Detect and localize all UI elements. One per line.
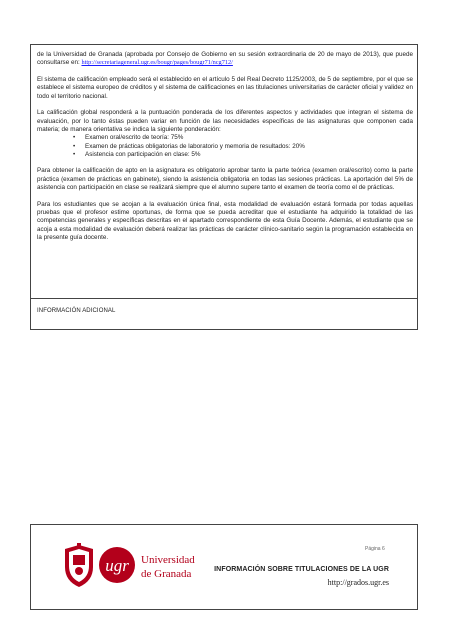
paragraph-ponderacion: La calificación global responderá a la puntuación ponderada de los diferentes aspectos y actividades que integran el sistema de evaluación, por lo tanto éstas pueden variar en función de las necesidades específicas de las asignaturas que componen cada materia; de manera orientativa se indica la siguiente ponderación: [37,109,413,134]
paragraph-evaluacion-unica: Para los estudiantes que se acojan a la evaluación única final, esta modalidad de evaluación estará formada por todas aquellas pruebas que el profesor estime oportunas, de forma que se pueda acreditar que el estudiante ha adquirido la totalidad de las competencias generales y específicas descritas en el apartado correspondiente de esta Guía Docente. Además, el estudiante que se acoja a esta modalidad de evaluación deberá realizar las prácticas de carácter clínico-sanitario según la programación establecida en la presente guía docente. [37,200,413,241]
university-logo [61,541,211,591]
list-item: • Examen oral/escrito de teoría: 75% [37,134,413,142]
grados-link[interactable]: http://grados.ugr.es [327,578,389,587]
page-footer [30,524,418,610]
content-frame [30,44,418,330]
paragraph-calificacion: El sistema de calificación empleado será el establecido en el artículo 5 del Real Decreto 1125/2003, de 5 de septiembre, por el que se establece el sistema europeo de créditos y el sistema de calificaciones en las titulaciones universitarias de carácter oficial y validez en todo el territorio nacional. [37,76,413,100]
list-item: • Examen de prácticas obligatorias de laboratorio y memoria de resultados: 20% [37,143,413,151]
titulaciones-info-title: INFORMACIÓN SOBRE TITULACIONES DE LA UGR [214,566,389,573]
paragraph-normativa-text: de la Universidad de Granada (aprobada por Consejo de Gobierno en su sesión extraordinaria de 20 de mayo de 2013), que puede consultarse en: [37,51,413,67]
paragraph-apto: Para obtener la calificación de apto en la asignatura es obligatorio aprobar tanto la parte teórica (examen oral/escrito) como la parte práctica (examen de prácticas en gabinete), siendo la asistencia obligatoria en todas las sesiones prácticas. La aportación del 5% de asistencia con participación en clase se realizará siempre que el alumno supere tanto el examen de teoría como el de prácticas. [37,167,413,191]
university-name-line2: de Granada [141,568,192,580]
additional-info-heading: INFORMACIÓN ADICIONAL [37,308,116,314]
paragraph-normativa [37,51,413,68]
page-number: Página 6 [365,546,385,552]
section-divider [31,298,417,299]
evaluation-section [37,51,413,251]
normativa-link[interactable]: http://secretariageneral.ugr.es/bougr/pages/bougr71/ncg712/ [81,59,233,67]
university-name-line1: Universidad [141,554,195,566]
svg-text:ugr: ugr [105,556,129,575]
list-item: • Asistencia con participación en clase: 5% [37,151,413,159]
ugr-mark-icon [99,547,135,583]
weighting-list [37,134,413,159]
crest-icon [65,543,93,587]
